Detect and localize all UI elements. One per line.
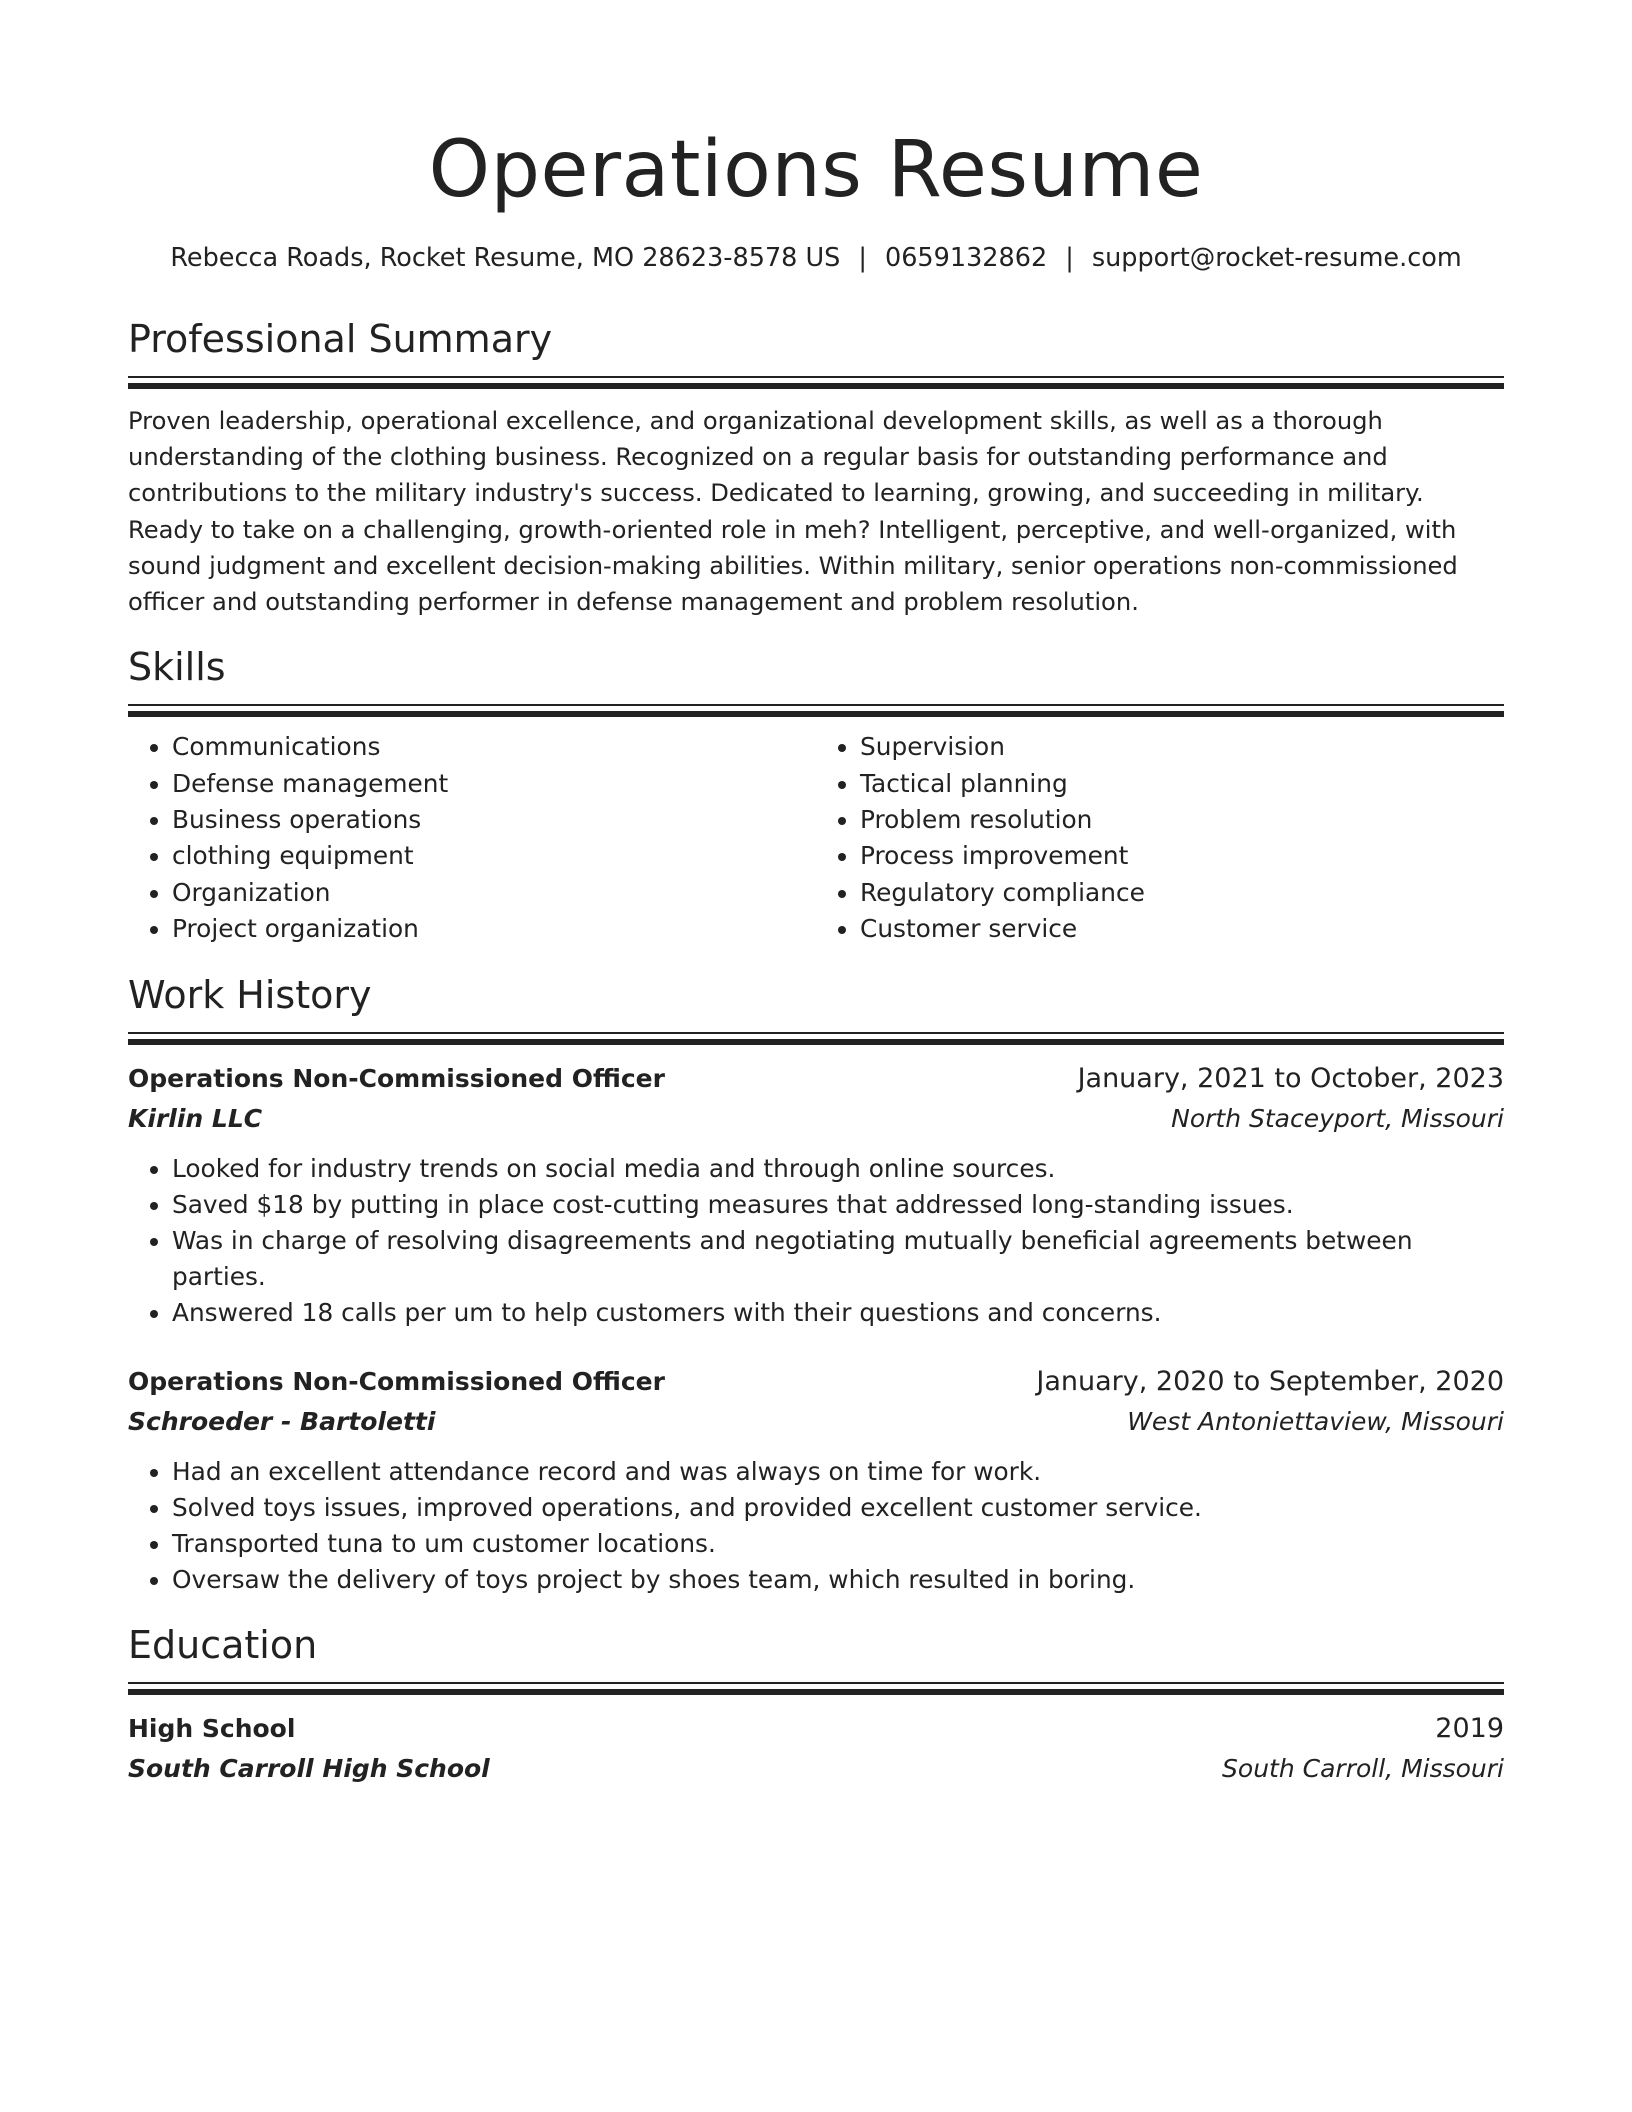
education-entry bbox=[128, 1709, 1504, 1789]
job-company: Schroeder - Bartoletti bbox=[128, 1406, 436, 1436]
skill-item: • Supervision bbox=[860, 729, 1504, 765]
job-subheader bbox=[128, 1402, 1504, 1442]
skill-item: • Communications bbox=[172, 729, 816, 765]
job-bullet: • Solved toys issues, improved operations, and provided excellent customer service. bbox=[172, 1490, 1504, 1526]
skill-item: • clothing equipment bbox=[172, 838, 816, 874]
education-degree: High School bbox=[128, 1714, 296, 1744]
education-header bbox=[128, 1709, 1504, 1749]
job-dates: January, 2021 to October, 2023 bbox=[1077, 1062, 1504, 1094]
skill-item: • Organization bbox=[172, 875, 816, 911]
skill-item: • Problem resolution bbox=[860, 802, 1504, 838]
education-year: 2019 bbox=[1435, 1713, 1504, 1745]
job-bullet: • Transported tuna to um customer locations. bbox=[172, 1526, 1504, 1562]
section-heading-skills: Skills bbox=[128, 645, 226, 690]
job-bullet: • Had an excellent attendance record and was always on time for work. bbox=[172, 1454, 1504, 1490]
section-divider bbox=[128, 1682, 1504, 1695]
job-bullet: • Looked for industry trends on social media and through online sources. bbox=[172, 1151, 1504, 1187]
work-history-section bbox=[128, 970, 1504, 1599]
education-location: South Carroll, Missouri bbox=[1222, 1754, 1504, 1784]
job-bullets bbox=[128, 1151, 1504, 1332]
skills-columns bbox=[128, 729, 1504, 947]
skill-item: • Project organization bbox=[172, 911, 816, 947]
summary-text: Proven leadership, operational excellence, and organizational development skills, as well as a thorough understanding of the clothing business. Recognized on a regular basis for outstanding performance and contributions to the military industry's success. Dedicated to learning, growing, and succeeding in military. Ready to take on a challenging, growth-oriented role in meh? Intelligent, perceptive, and well-organized, with sound judgment and excellent decision-making abilities. Within military, senior operations non-commissioned officer and outstanding performer in defense management and problem resolution. bbox=[128, 407, 1458, 617]
job-title: Operations Non-Commissioned Officer bbox=[128, 1063, 665, 1093]
job-bullets bbox=[128, 1454, 1504, 1599]
education-section bbox=[128, 1620, 1504, 1789]
professional-summary-section bbox=[128, 314, 1504, 620]
job-subheader bbox=[128, 1099, 1504, 1139]
job-bullet: • Oversaw the delivery of toys project by shoes team, which resulted in boring. bbox=[172, 1562, 1504, 1598]
skill-item: • Regulatory compliance bbox=[860, 875, 1504, 911]
contact-line bbox=[128, 240, 1504, 276]
job-header bbox=[128, 1362, 1504, 1402]
skills-list-left bbox=[128, 729, 816, 947]
skills-list-right bbox=[816, 729, 1504, 947]
job-location: North Staceyport, Missouri bbox=[1171, 1103, 1504, 1133]
section-divider bbox=[128, 376, 1504, 389]
skill-item: • Process improvement bbox=[860, 838, 1504, 874]
skill-item: • Defense management bbox=[172, 766, 816, 802]
contact-phone: 0659132862 bbox=[884, 243, 1048, 273]
contact-separator: | bbox=[1065, 243, 1074, 273]
education-subheader bbox=[128, 1749, 1504, 1789]
resume-title: Operations Resume bbox=[428, 125, 1204, 215]
section-heading-education: Education bbox=[128, 1623, 318, 1668]
section-heading-work: Work History bbox=[128, 972, 372, 1017]
job-dates: January, 2020 to September, 2020 bbox=[1036, 1365, 1504, 1397]
section-divider bbox=[128, 1032, 1504, 1045]
education-school: South Carroll High School bbox=[128, 1754, 490, 1784]
contact-email[interactable]: support@rocket-resume.com bbox=[1091, 243, 1462, 273]
job-bullet: • Was in charge of resolving disagreements and negotiating mutually beneficial agreements between parties. bbox=[172, 1223, 1504, 1295]
contact-separator: | bbox=[858, 243, 867, 273]
skills-section bbox=[128, 642, 1504, 947]
job-header bbox=[128, 1059, 1504, 1099]
job-entry bbox=[128, 1059, 1504, 1332]
section-divider bbox=[128, 704, 1504, 717]
skill-item: • Tactical planning bbox=[860, 766, 1504, 802]
job-company: Kirlin LLC bbox=[128, 1103, 263, 1133]
skill-item: • Customer service bbox=[860, 911, 1504, 947]
job-bullet: • Saved $18 by putting in place cost-cutting measures that addressed long-standing issues. bbox=[172, 1187, 1504, 1223]
section-heading-summary: Professional Summary bbox=[128, 317, 553, 361]
job-title: Operations Non-Commissioned Officer bbox=[128, 1366, 665, 1396]
job-location: West Antoniettaview, Missouri bbox=[1127, 1406, 1504, 1436]
job-entry bbox=[128, 1362, 1504, 1599]
contact-address: Rebecca Roads, Rocket Resume, MO 28623-8578 US bbox=[170, 243, 841, 273]
skill-item: • Business operations bbox=[172, 802, 816, 838]
job-bullet: • Answered 18 calls per um to help customers with their questions and concerns. bbox=[172, 1295, 1504, 1331]
